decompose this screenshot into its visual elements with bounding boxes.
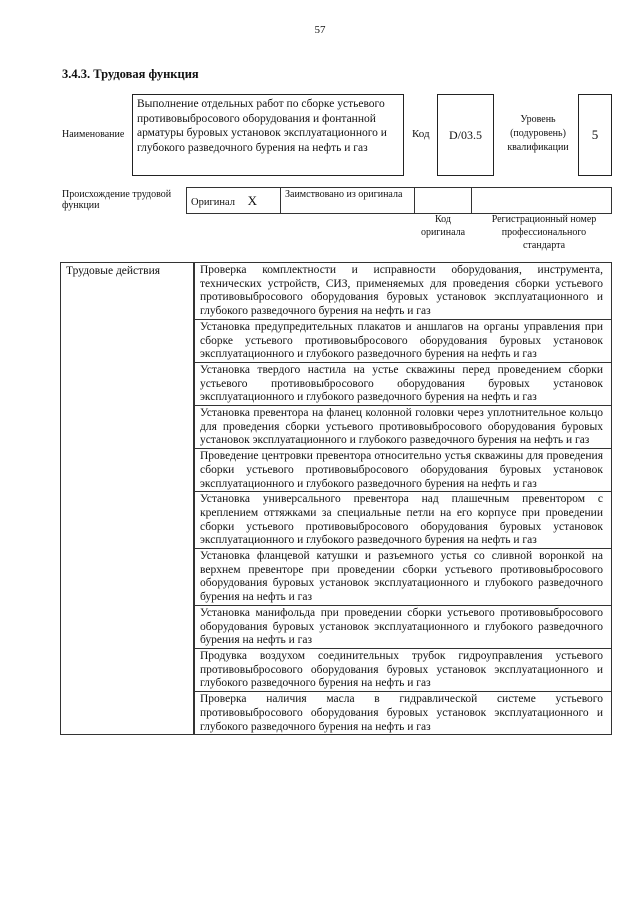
page-number: 57 — [314, 24, 326, 36]
labor-action-item: Установка манифольда при проведении сборки устьевого противовыбросового оборудования буровых установок эксплуатационного и глубокого разведочного бурения на нефть и газ — [194, 606, 612, 649]
labor-action-item: Установка твердого настила на устье скважины перед проведением сборки устьевого противовыбросового оборудования буровых установок эксплуатационного и глубокого разведочного бурения на нефть и газ — [194, 363, 612, 406]
origin-label: Происхождение трудовой функции — [62, 189, 172, 211]
level-value: 5 — [578, 94, 612, 176]
section-title: 3.4.3. Трудовая функция — [62, 67, 199, 81]
original-cell — [186, 187, 281, 214]
reg-number-label: Регистрационный номер профессионального стандарта — [491, 214, 597, 251]
code-original-label: Код оригинала — [420, 214, 466, 238]
level-label: Уровень (подуровень) квалификации — [507, 114, 569, 153]
labor-action-item: Установка фланцевой катушки и разъемного устья со сливной воронкой на верхнем превенторе при проведении сборки устьевого противовыбросового оборудования буровых установок эксплуатационного и глубокого разведочного бурения на нефть и газ — [194, 549, 612, 606]
code-value: D/03.5 — [437, 94, 494, 176]
labor-action-item: Проведение центровки превентора относительно устья скважины для проведения сборки устьевого противовыбросового оборудования буровых установок эксплуатационного и глубокого разведочного бурения на нефть и газ — [194, 449, 612, 492]
labor-actions-list — [194, 262, 612, 735]
original-mark: X — [247, 193, 258, 208]
labor-action-item: Продувка воздухом соединительных трубок гидроуправления устьевого противовыбросового оборудования буровых установок эксплуатационного и глубокого разведочного бурения на нефть и газ — [194, 649, 612, 692]
name-value: Выполнение отдельных работ по сборке устьевого противовыбросового оборудования и фонтанной арматуры буровых установок эксплуатационного и глубокого разведочного бурения на нефть и газ — [132, 94, 404, 176]
original-label: Оригинал — [191, 197, 235, 208]
name-label: Наименование — [62, 129, 125, 140]
labor-action-item: Установка универсального превентора над плашечным превентором с креплением оттяжками за специальные петли на его корпусе при проведении сборки устьевого противовыбросового оборудования буровых установок эксплуатационного и глубокого разведочного бурения на нефть и газ — [194, 492, 612, 549]
labor-action-item: Проверка наличия масла в гидравлической системе устьевого противовыбросового оборудования буровых установок эксплуатационного и глубокого разведочного бурения на нефть и газ — [194, 692, 612, 735]
code-original-cell — [414, 187, 472, 214]
labor-action-item: Установка предупредительных плакатов и аншлагов на органы управления при сборке устьевого противовыбросового оборудования буровых установок эксплуатационного и глубокого разведочного бурения на нефть и газ — [194, 320, 612, 363]
labor-action-item: Установка превентора на фланец колонной головки через уплотнительное кольцо для проведения сборки устьевого противовыбросового оборудования буровых установок эксплуатационного и глубокого разведочного бурения на нефть и газ — [194, 406, 612, 449]
borrowed-label: Заимствовано из оригинала — [285, 189, 403, 200]
labor-actions-label-cell — [60, 262, 194, 735]
reg-number-cell — [471, 187, 612, 214]
code-label: Код — [412, 128, 430, 140]
borrowed-cell — [280, 187, 415, 214]
labor-actions-label: Трудовые действия — [66, 265, 161, 277]
labor-action-item: Проверка комплектности и исправности оборудования, инструмента, технических устройств, СИЗ, применяемых для проведения сборки устьевого противовыбросового оборудования буровых установок эксплуатационного и глубокого разведочного бурения на нефть и газ — [194, 262, 612, 320]
